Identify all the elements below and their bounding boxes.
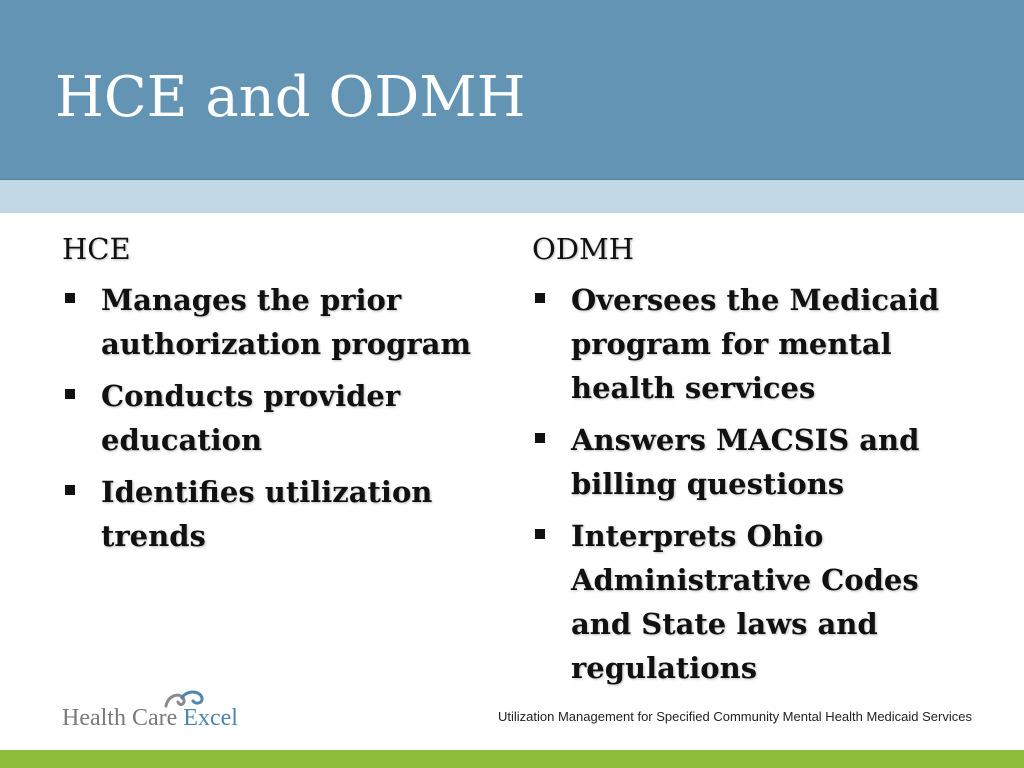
hce-bullet-list xyxy=(62,278,482,558)
square-bullet-icon xyxy=(65,293,75,303)
slide-title: HCE and ODMH xyxy=(55,65,526,130)
title-bar xyxy=(0,0,1024,180)
bullet-item xyxy=(62,278,482,366)
bullet-item xyxy=(532,418,972,506)
health-care-excel-logo xyxy=(62,688,252,734)
square-bullet-icon xyxy=(535,433,545,443)
bullet-text: Manages the prior authorization program xyxy=(101,283,472,361)
hce-column xyxy=(62,228,482,566)
odmh-column xyxy=(532,228,972,698)
bullet-item xyxy=(532,278,972,410)
bullet-item xyxy=(62,374,482,462)
bottom-bar xyxy=(0,750,1024,768)
square-bullet-icon xyxy=(65,389,75,399)
bullet-text: Answers MACSIS and billing questions xyxy=(571,423,920,501)
odmh-bullet-list xyxy=(532,278,972,690)
square-bullet-icon xyxy=(535,529,545,539)
bullet-text: Interprets Ohio Administrative Codes and State laws and regulations xyxy=(571,519,919,685)
bullet-item xyxy=(532,514,972,690)
footer-caption: Utilization Management for Specified Community Mental Health Medicaid Services xyxy=(498,709,972,724)
hce-heading: HCE xyxy=(62,232,131,266)
bullet-text: Oversees the Medicaid program for mental health services xyxy=(571,283,940,405)
logo-text xyxy=(62,704,238,732)
bullet-text: Conducts provider education xyxy=(101,379,401,457)
logo-text-health-care: Health Care xyxy=(62,705,184,731)
square-bullet-icon xyxy=(65,485,75,495)
odmh-heading: ODMH xyxy=(532,232,635,266)
bullet-text: Identifies utilization trends xyxy=(101,475,433,553)
logo-text-excel: Excel xyxy=(183,705,238,731)
square-bullet-icon xyxy=(535,293,545,303)
bullet-item xyxy=(62,470,482,558)
accent-band xyxy=(0,180,1024,213)
